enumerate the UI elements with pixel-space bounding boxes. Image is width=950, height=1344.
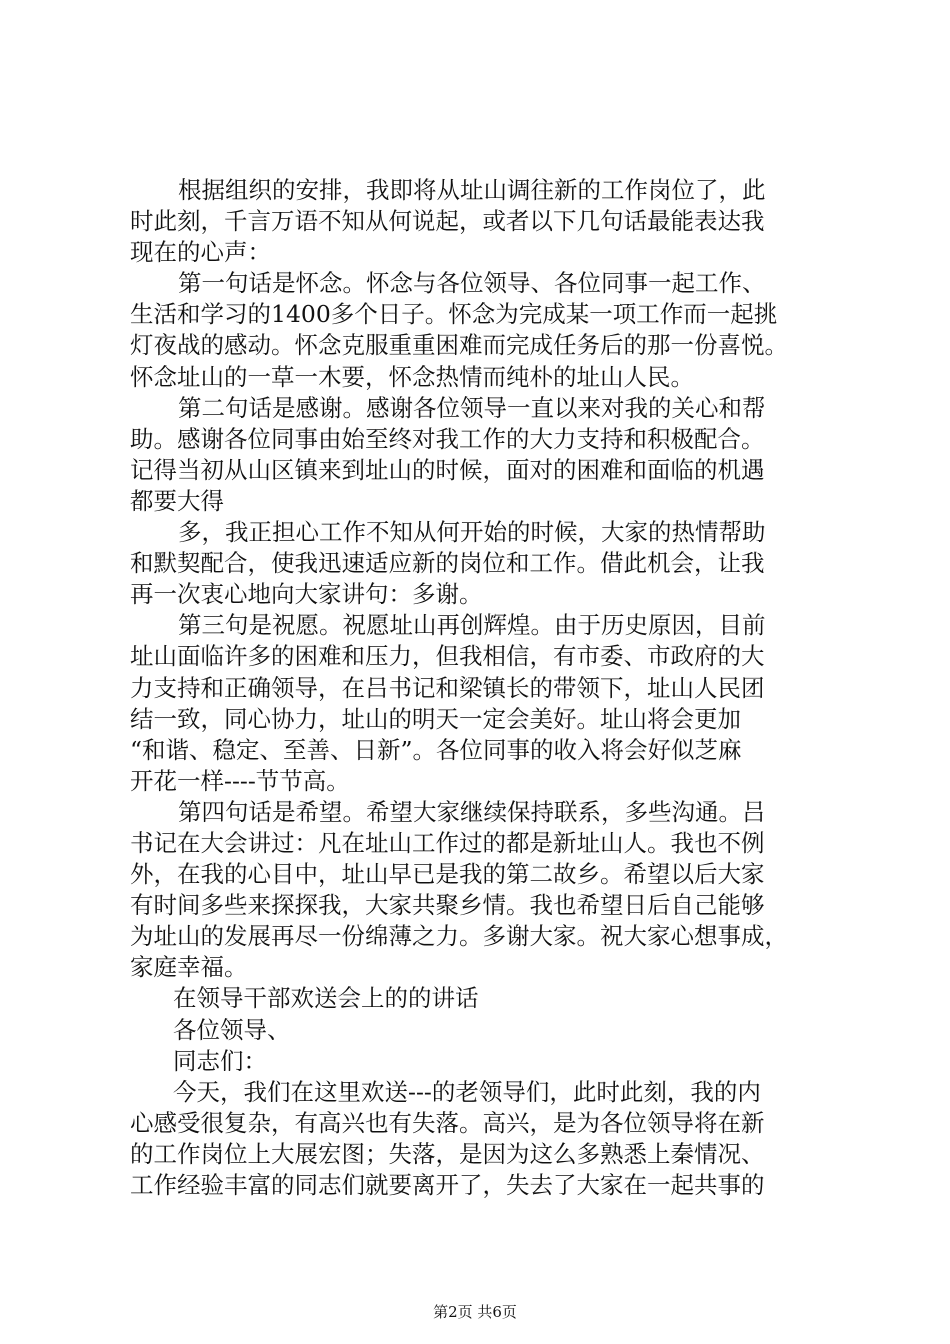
text-line: 灯夜战的感动。怀念克服重重困难而完成任务后的那一份喜悦。 (130, 331, 788, 360)
text-line: 第四句话是希望。希望大家继续保持联系，多些沟通。吕 (178, 797, 766, 826)
text-line: 第二句话是感谢。感谢各位领导一直以来对我的关心和帮 (178, 393, 766, 422)
text-line: 的工作岗位上大展宏图；失落，是因为这么多熟悉上秦情况、 (130, 1139, 765, 1168)
text-line: 都要大得 (130, 486, 224, 515)
text-line: 力支持和正确领导，在吕书记和梁镇长的带领下，址山人民团 (130, 673, 765, 702)
text-line: 现在的心声： (130, 238, 271, 267)
text-line: 址山面临许多的困难和压力，但我相信，有市委、市政府的大 (130, 642, 765, 671)
text-line: 助。感谢各位同事由始至终对我工作的大力支持和积极配合。 (130, 424, 765, 453)
text-line: 有时间多些来探探我，大家共聚乡情。我也希望日后自己能够 (130, 891, 765, 920)
text-line: 生活和学习的1400多个日子。怀念为完成某一项工作而一起挑 (130, 300, 778, 329)
text-line: “和谐、稳定、至善、日新”。各位同事的收入将会好似芝麻 (130, 735, 742, 764)
text-line: 家庭幸福。 (130, 953, 248, 982)
text-line: 各位领导、 (173, 1015, 291, 1044)
text-line: 和默契配合，使我迅速适应新的岗位和工作。借此机会，让我 (130, 549, 765, 578)
page-footer: 第2页 共6页 (433, 1303, 517, 1321)
text-line: 根据组织的安排，我即将从址山调往新的工作岗位了，此 (178, 176, 766, 204)
text-line: 多，我正担心工作不知从何开始的时候，大家的热情帮助 (178, 518, 766, 547)
text-line: 书记在大会讲过：凡在址山工作过的都是新址山人。我也不例 (130, 828, 765, 857)
text-line: 心感受很复杂，有高兴也有失落。高兴，是为各位领导将在新 (130, 1108, 765, 1137)
text-line: 第一句话是怀念。怀念与各位领导、各位同事一起工作、 (178, 269, 766, 298)
text-line: 结一致，同心协力，址山的明天一定会美好。址山将会更加 (130, 704, 741, 733)
text-line: 记得当初从山区镇来到址山的时候，面对的困难和面临的机遇 (130, 455, 765, 484)
document-body (130, 175, 830, 1201)
text-line: 在领导干部欢送会上的的讲话 (173, 984, 479, 1013)
text-line: 外，在我的心目中，址山早已是我的第二故乡。希望以后大家 (130, 860, 765, 889)
text-line: 第三句是祝愿。祝愿址山再创辉煌。由于历史原因，目前 (178, 611, 766, 640)
text-line: 再一次衷心地向大家讲句：多谢。 (130, 580, 483, 609)
text-line: 工作经验丰富的同志们就要离开了，失去了大家在一起共事的 (130, 1171, 765, 1199)
text-line: 今天，我们在这里欢送---的老领导们，此时此刻，我的内 (173, 1077, 761, 1106)
text-line: 时此刻，千言万语不知从何说起，或者以下几句话最能表达我 (130, 207, 765, 236)
text-line: 同志们： (173, 1046, 267, 1075)
text-line: 为址山的发展再尽一份绵薄之力。多谢大家。祝大家心想事成， (130, 922, 788, 951)
text-line: 怀念址山的一草一木要，怀念热情而纯朴的址山人民。 (130, 362, 694, 391)
text-line: 开花一样----节节高。 (130, 766, 350, 795)
